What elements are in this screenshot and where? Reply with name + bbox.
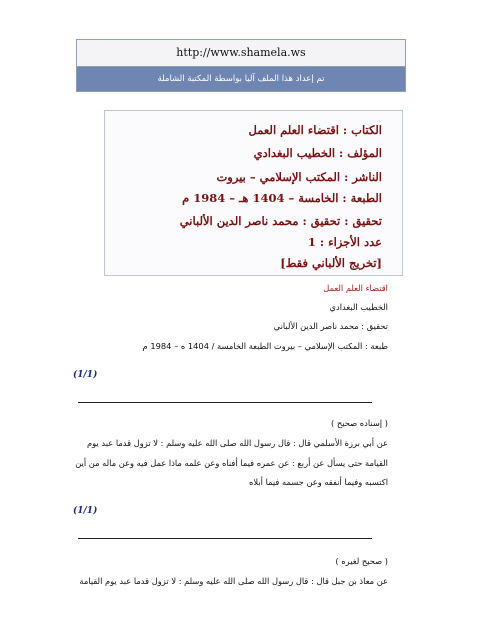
book-info-box — [104, 110, 403, 276]
intro-author: الخطيب البغدادي — [329, 302, 388, 312]
info-volumes: عدد الأجزاء : 1 — [307, 235, 382, 249]
separator-rule — [78, 538, 372, 539]
separator-rule — [78, 402, 372, 403]
info-publisher: الناشر : المكتب الإسلامي – بيروت — [216, 170, 382, 184]
info-book: الكتاب : اقتضاء العلم العمل — [248, 123, 382, 137]
hadith-text-line: عن أبي برزة الأسلمي قال : قال رسول الله صلى الله عليه وسلم : لا تزول قدما عبد يوم — [87, 438, 388, 448]
info-note: [تخريج الألباني فقط] — [280, 256, 382, 270]
info-edition: الطبعة : الخامسة – 1404 هـ – 1984 م — [182, 191, 382, 205]
page-reference: (1/1) — [73, 506, 98, 516]
intro-editor: تحقيق : محمد ناصر الدين الألباني — [273, 321, 388, 331]
banner-subtitle: تم إعداد هذا الملف آليا بواسطة المكتبة الشاملة — [77, 67, 405, 91]
hadith-grade: ( صحيح لغيره ) — [335, 556, 388, 566]
hadith-text-line: اكتسبه وفيما أنفقه وعن جسمه فيما أبلاه — [249, 477, 388, 487]
banner-url[interactable]: http://www.shamela.ws — [77, 40, 405, 67]
intro-title: اقتضاء العلم العمل — [323, 283, 388, 293]
hadith-grade: ( إسناده صحيح ) — [331, 418, 388, 428]
hadith-text-line: عن معاذ بن جبل قال : قال رسول الله صلى الله عليه وسلم : لا تزول قدما عبد يوم القيامة — [79, 576, 388, 586]
page-reference: (1/1) — [73, 370, 98, 380]
info-editor: تحقيق : تحقيق : محمد ناصر الدين الألباني — [179, 214, 382, 228]
hadith-text-line: القيامة حتى يسأل عن أربع : عن عمره فيما أفناه وعن علمه ماذا عمل فيه وعن ماله من أين — [75, 458, 388, 468]
intro-edition: طبعة : المكتب الإسلامي – بيروت الطبعة الخامسة / 1404 ه – 1984 م — [142, 341, 388, 351]
shamela-banner — [76, 39, 406, 92]
info-author: المؤلف : الخطيب البغدادي — [253, 146, 382, 160]
